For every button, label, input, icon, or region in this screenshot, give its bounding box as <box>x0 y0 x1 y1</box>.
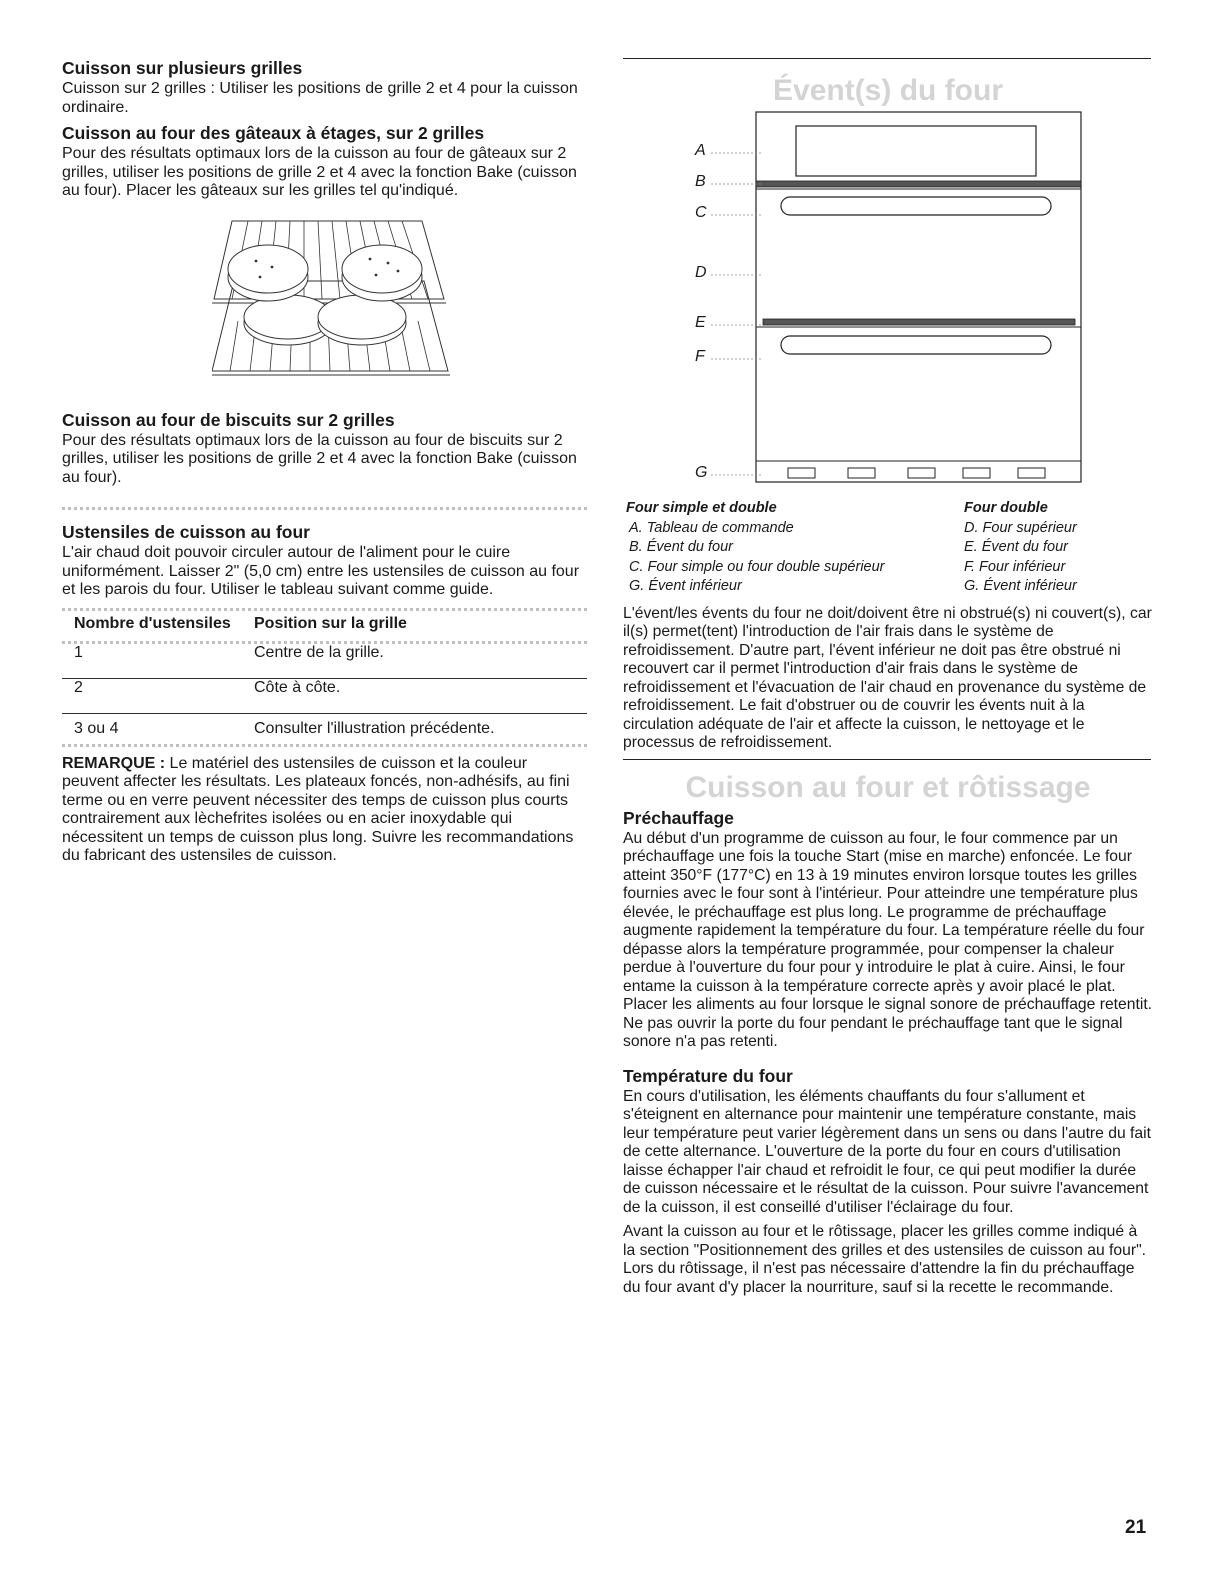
cookies-heading: Cuisson au four de biscuits sur 2 grilles <box>62 409 395 430</box>
table-row: 1 Centre de la grille. <box>62 644 587 679</box>
bakeware-heading: Ustensiles de cuisson au four <box>62 522 310 542</box>
bakeware-position-table-body <box>62 644 587 744</box>
oven-drawing <box>623 109 1153 489</box>
cake-racks-illustration <box>62 211 587 406</box>
note-paragraph <box>62 755 587 866</box>
caption-column-single-double: Four simple et double A. Tableau de commande B. Évent du four C. Four simple ou four double supérieur G. Évent inférieur <box>626 500 885 594</box>
note-text: Le matériel des ustensiles de cuisson et la couleur peuvent affecter les résultats. Les plateaux foncés, non-adhésifs, au fini terme ou en verre peuvent nécessiter des temps de cuisson plus courts contrairement aux lèchefrites isolées ou en acier inoxydable qui nécessitent un temps de cuisson plus long. Suivre les recommandations du fabricant des ustensiles de cuisson. <box>62 754 574 864</box>
oven-temperature-text-2: Avant la cuisson au four et le rôtissage, placer les grilles comme indiqué à la section "Positionnement des grilles et des ustensiles de cuisson au four". Lors du rôtissage, il n'est pas nécessaire d'attendre la fin du préchauffage du four avant d'y placer la nourriture, sauf si la recette le recommande. <box>623 1223 1147 1296</box>
diagram-label-c: C <box>695 204 707 221</box>
oven-vents-diagram <box>623 109 1153 489</box>
multi-rack-text: Cuisson sur 2 grilles : Utiliser les positions de grille 2 et 4 pour la cuisson ordinaire. <box>62 80 578 116</box>
oven-temperature-text-1: En cours d'utilisation, les éléments chauffants du four s'allument et s'éteignent en alternance pour maintenir une température constante, mais leur température peut varier légèrement dans un sens ou dans l'autre du fait de cette alternance. L'ouverture de la porte du four en cours d'utilisation laisse échapper l'air chaud et refroidit le four, ce qui peut modifier la durée de cuisson nécessaire et le résultat de la cuisson. Pour suivre l'avancement de la cuisson, il est conseillé d'utiliser l'éclairage du four. <box>623 1087 1151 1216</box>
preheat-heading: Préchauffage <box>623 807 734 828</box>
table-row: 2 Côte à côte. <box>62 679 587 714</box>
left-column <box>62 58 587 866</box>
diagram-label-f: F <box>695 348 705 365</box>
diagram-label-a: A <box>695 142 706 159</box>
vents-text: L'évent/les évents du four ne doit/doivent être ni obstrué(s) ni couvert(s), car il(s) permet(tent) l'introduction de l'air frais dans le système de refroidissement. D'autre part, l'évent inférieur ne doit pas être obstrué ni recouvert car il permet l'introduction d'air frais dans le système de refroidissement et l'évacuation de l'air chaud en provenance du système de refroidissement. Le fait d'obstruer ou de couvrir les évents nuit à la circulation adéquate de l'air et affecte la cuisson, le nettoyage et le processus de refroidissement. <box>623 604 1152 751</box>
oven-temperature-heading: Température du four <box>623 1065 793 1086</box>
column-header-count: Nombre d'ustensiles <box>74 614 231 632</box>
section-divider <box>62 507 587 510</box>
vents-title: Évent(s) du four <box>773 74 1003 107</box>
page-number: 21 <box>1125 1517 1147 1538</box>
diagram-captions <box>623 499 1153 597</box>
diagram-label-g: G <box>695 464 708 481</box>
caption-column-double: Four double D. Four supérieur E. Évent du four F. Four inférieur G. Évent inférieur <box>964 500 1077 594</box>
layer-cake-text: Pour des résultats optimaux lors de la cuisson au four de gâteaux sur 2 grilles, utiliser les positions de grille 2 et 4 avec la fonction Bake (cuisson au four). Placer les gâteaux sur les grilles tel qu'indiqué. <box>62 145 577 199</box>
diagram-label-b: B <box>695 173 706 190</box>
table-header-row <box>62 615 587 633</box>
baking-roasting-title: Cuisson au four et rôtissage <box>685 770 1091 804</box>
table-row: 3 ou 4 Consulter l'illustration précédente. <box>74 720 495 737</box>
diagram-label-e: E <box>695 314 706 331</box>
bakeware-text: L'air chaud doit pouvoir circuler autour de l'aliment pour le cuire uniformément. Laisser 2" (5,0 cm) entre les ustensiles de cuisson au four et les parois du four. Utiliser le tableau suivant comme guide. <box>62 544 580 598</box>
bakeware-position-table <box>62 615 587 633</box>
preheat-text: Au début d'un programme de cuisson au four, le four commence par un préchauffage une fois la touche Start (mise en marche) enfoncée. Le four atteint 350°F (177°C) en 13 à 19 minutes environ lorsque toutes les grilles fournies avec le four sont à l'intérieur. Pour atteindre une température plus élevée, le préchauffage est plus long. Le programme de préchauffage augmente rapidement la température du four. La température réelle du four dépasse alors la température programmée, pour compenser la chaleur perdue à l'ouverture du four pour y introduire le plat à cuire. Ainsi, le four entame la cuisson à la température correcte après y avoir placé le plat. Placer les aliments au four lorsque le signal sonore de préchauffage retentit. Ne pas ouvrir la porte du four pendant le préchauffage tant que le signal sonore n'a pas retenti. <box>623 829 1153 1050</box>
note-label: REMARQUE : <box>62 754 166 772</box>
diagram-label-d: D <box>695 264 707 281</box>
multi-rack-heading: Cuisson sur plusieurs grilles <box>62 58 303 78</box>
cookies-text: Pour des résultats optimaux lors de la cuisson au four de biscuits sur 2 grilles, utiliser les positions de grille 2 et 4 avec la fonction Bake (cuisson au four). <box>62 431 577 486</box>
right-column <box>623 58 1153 1297</box>
racks-with-cakes-drawing <box>212 211 452 379</box>
layer-cake-heading: Cuisson au four des gâteaux à étages, sur 2 grilles <box>62 123 485 143</box>
column-header-position: Position sur la grille <box>254 614 407 632</box>
